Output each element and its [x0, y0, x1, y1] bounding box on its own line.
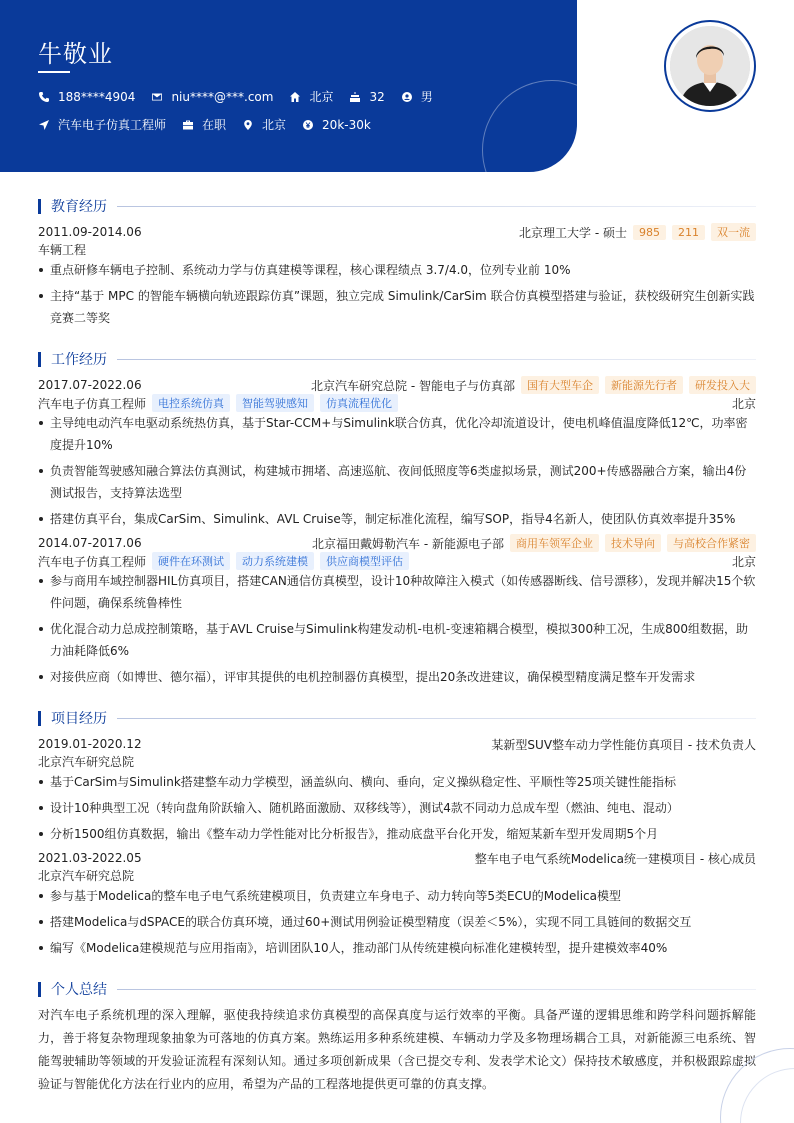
work-bullet: 主导纯电动汽车电驱动系统热仿真，基于Star-CCM+与Simulink联合仿真，优化冷却流道设计，使电机峰值温度降低12℃，功率密度提升10%	[38, 412, 756, 456]
salary-item	[302, 118, 371, 132]
job-row	[38, 116, 387, 133]
header-banner	[0, 0, 577, 172]
section-bar	[38, 711, 41, 726]
project-bullet: 设计10种典型工况（转向盘角阶跃输入、随机路面激励、双移线等），测试4款不同动力总成车型（燃油、纯电、混动）	[38, 797, 756, 819]
project-title: 某新型SUV整车动力学性能仿真项目 - 技术负责人	[491, 737, 756, 752]
work-role-row	[38, 394, 756, 412]
age-icon	[349, 91, 361, 103]
section-line	[117, 359, 756, 360]
age-item	[349, 90, 384, 104]
age-text: 32	[369, 89, 385, 104]
project-date: 2019.01-2020.12	[38, 737, 142, 751]
job-item	[38, 116, 166, 133]
gender-text: 男	[420, 90, 433, 104]
work-bullet: 参与商用车域控制器HIL仿真项目，搭建CAN通信仿真模型，设计10种故障注入模式（如传感器断线、信号漂移），发现并解决15个软件问题，确保系统鲁棒性	[38, 570, 756, 614]
work-city: 北京	[731, 396, 756, 411]
company-tag: 新能源先行者	[605, 376, 683, 394]
status-text: 在职	[202, 118, 227, 132]
education-bullet: 重点研修车辆电子控制、系统动力学与仿真建模等课程，核心课程绩点 3.7/4.0，位列专业前 10%	[38, 259, 756, 281]
briefcase-icon	[182, 119, 194, 131]
work-company: 北京福田戴姆勒汽车 - 新能源电子部	[312, 536, 504, 551]
project-bullet: 编写《Modelica建模规范与应用指南》，培训团队10人，推动部门从传统建模向标准化建模转型，提升建模效率40%	[38, 937, 756, 959]
education-date: 2011.09-2014.06	[38, 225, 142, 239]
candidate-name: 牛敬业	[38, 40, 113, 68]
project-org-row	[38, 866, 756, 884]
education-bullet: 主持“基于 MPC 的智能车辆横向轨迹跟踪仿真”课题，独立完成 Simulink/CarSim 联合仿真模型搭建与验证，获校级研究生创新实践竞赛二等奖	[38, 285, 756, 329]
section-title-text: 个人总结	[51, 982, 107, 998]
section-summary	[38, 979, 756, 999]
phone-text: 188****4904	[58, 89, 136, 104]
section-line	[117, 989, 756, 990]
section-line	[117, 206, 756, 207]
project-bullet: 基于CarSim与Simulink搭建整车动力学模型，涵盖纵向、横向、垂向，定义操纵稳定性、平顺性等25项关键性能指标	[38, 771, 756, 793]
company-tag: 研发投入大	[689, 376, 756, 394]
phone-item	[38, 90, 135, 104]
work-city: 北京	[731, 554, 756, 569]
school-tag: 双一流	[711, 223, 756, 241]
city-text: 北京	[262, 118, 287, 132]
phone-icon	[38, 91, 50, 103]
company-tag: 商用车领军企业	[510, 534, 599, 552]
send-icon	[38, 119, 50, 131]
work-bullet: 搭建仿真平台，集成CarSim、Simulink、AVL Cruise等，制定标准化流程，编写SOP，指导4名新人，使团队仿真效率提升35%	[38, 508, 756, 530]
work-bullet: 负责智能驾驶感知融合算法仿真测试，构建城市拥堵、高速巡航、夜间低照度等6类虚拟场景，测试200+传感器融合方案，输出4份测试报告，支持算法选型	[38, 460, 756, 504]
section-title-text: 项目经历	[51, 711, 107, 727]
home-icon	[289, 91, 301, 103]
section-education	[38, 196, 756, 216]
salary-text: 20k-30k	[322, 117, 371, 132]
contact-row	[38, 88, 449, 105]
project-header	[38, 849, 756, 867]
salary-icon	[302, 119, 314, 131]
section-bar	[38, 982, 41, 997]
education-major: 车辆工程	[38, 242, 87, 257]
work-role: 汽车电子仿真工程师	[38, 554, 147, 569]
email-item	[151, 90, 273, 104]
section-project	[38, 708, 756, 728]
project-bullet: 参与基于Modelica的整车电子电气系统建模项目，负责建立车身电子、动力转向等5类ECU的Modelica模型	[38, 885, 756, 907]
role-tag: 电控系统仿真	[152, 394, 230, 412]
education-school: 北京理工大学 - 硕士	[519, 225, 627, 240]
location-item	[289, 88, 333, 105]
work-bullet: 优化混合动力总成控制策略，基于AVL Cruise与Simulink构建发动机-电机-变速箱耦合模型，模拟300种工况，生成800组数据，助力油耗降低6%	[38, 618, 756, 662]
name-underline	[38, 71, 70, 73]
project-date: 2021.03-2022.05	[38, 851, 142, 865]
company-tag: 国有大型车企	[521, 376, 599, 394]
gender-item	[401, 88, 433, 105]
gender-icon	[401, 91, 413, 103]
work-date: 2014.07-2017.06	[38, 536, 142, 550]
job-text: 汽车电子仿真工程师	[58, 118, 167, 132]
company-tag: 与高校合作紧密	[667, 534, 756, 552]
section-work	[38, 349, 756, 369]
work-header	[38, 534, 756, 552]
school-tag: 211	[672, 225, 705, 240]
section-title-text: 工作经历	[51, 352, 107, 368]
role-tag: 仿真流程优化	[320, 394, 398, 412]
mail-icon	[151, 91, 163, 103]
city-item	[242, 116, 286, 133]
section-bar	[38, 199, 41, 214]
avatar	[670, 26, 750, 106]
role-tag: 智能驾驶感知	[236, 394, 314, 412]
project-org: 北京汽车研究总院	[38, 754, 135, 769]
role-tag: 硬件在环测试	[152, 552, 230, 570]
project-bullet: 分析1500组仿真数据，输出《整车动力学性能对比分析报告》，推动底盘平台化开发，缩短某新车型开发周期5个月	[38, 823, 756, 845]
status-item	[182, 116, 226, 133]
work-date: 2017.07-2022.06	[38, 378, 142, 392]
school-tag: 985	[633, 225, 666, 240]
work-header	[38, 376, 756, 394]
education-major-row	[38, 240, 756, 258]
summary-text: 对汽车电子系统机理的深入理解，驱使我持续追求仿真模型的高保真度与运行效率的平衡。具备严谨的逻辑思维和跨学科问题拆解能力，善于将复杂物理现象抽象为可落地的仿真方案。熟练运用多种系统建模、车辆动力学及多物理场耦合工具，对新能源三电系统、智能驾驶辅助等领域的开发验证流程有深刻认知。通过多项创新成果（含已提交专利、发表学术论文）保持技术敏感度，并积极跟踪虚拟验证与智能优化方法在行业内的应用，希望为产品的工程落地提供更可靠的仿真支撑。	[38, 1008, 756, 1091]
role-tag: 动力系统建模	[236, 552, 314, 570]
section-line	[117, 718, 756, 719]
decorative-circle	[482, 80, 577, 172]
project-org-row	[38, 752, 756, 770]
project-bullet: 搭建Modelica与dSPACE的联合仿真环境，通过60+测试用例验证模型精度（误差＜5%），实现不同工具链间的数据交互	[38, 911, 756, 933]
education-header	[38, 223, 756, 241]
section-title-text: 教育经历	[51, 199, 107, 215]
email-text: niu****@***.com	[171, 89, 274, 104]
avatar-frame	[664, 20, 756, 112]
location-text: 北京	[309, 90, 334, 104]
role-tag: 供应商模型评估	[320, 552, 409, 570]
work-company: 北京汽车研究总院 - 智能电子与仿真部	[311, 378, 515, 393]
work-bullet: 对接供应商（如博世、德尔福），评审其提供的电机控制器仿真模型，提出20条改进建议，确保模型精度满足整车开发需求	[38, 666, 756, 688]
project-title: 整车电子电气系统Modelica统一建模项目 - 核心成员	[474, 851, 756, 866]
company-tag: 技术导向	[605, 534, 661, 552]
work-role: 汽车电子仿真工程师	[38, 396, 147, 411]
work-role-row	[38, 552, 756, 570]
project-header	[38, 735, 756, 753]
project-org: 北京汽车研究总院	[38, 868, 135, 883]
section-bar	[38, 352, 41, 367]
pin-icon	[242, 119, 254, 131]
